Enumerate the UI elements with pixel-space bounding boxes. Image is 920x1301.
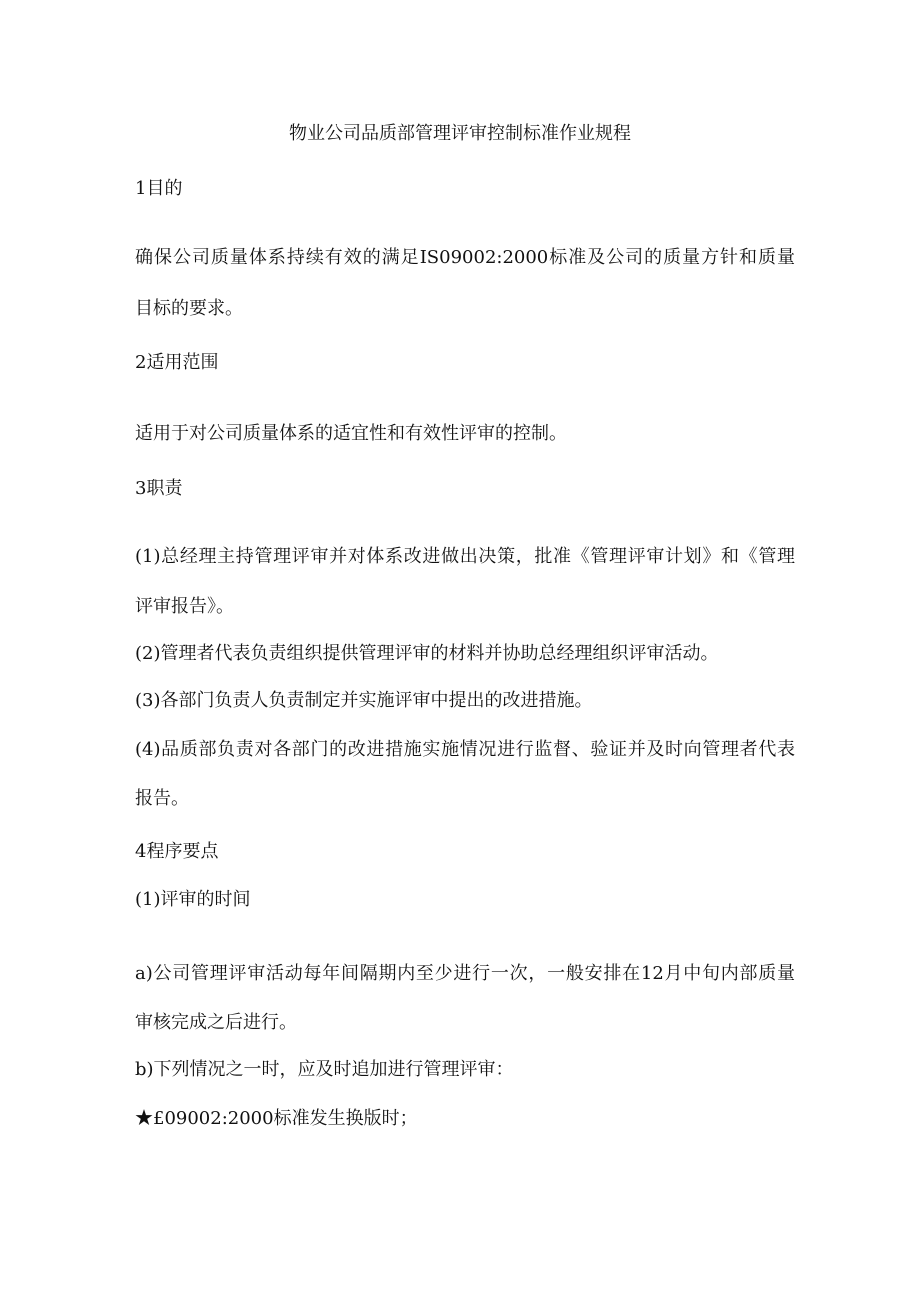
responsibility-item-2: (2)管理者代表负责组织提供管理评审的材料并协助总经理组织评审活动。 (135, 643, 719, 664)
section-1-paragraph-line-1: 确保公司质量体系持续有效的满足IS09002:2000标准及公司的质量方针和质量 (135, 247, 795, 268)
responsibility-item-1-line-1: (1)总经理主持管理评审并对体系改进做出决策，批准《管理评审计划》和《管理 (135, 546, 795, 567)
responsibility-item-4-line-2: 报告。 (135, 788, 189, 809)
review-timing-a-line-2: 审核完成之后进行。 (135, 1012, 297, 1033)
document-title: 物业公司品质部管理评审控制标准作业规程 (289, 123, 631, 144)
section-1-heading: 1目的 (135, 178, 183, 199)
review-timing-subheading: (1)评审的时间 (135, 889, 251, 910)
section-1-paragraph-line-2: 目标的要求。 (135, 298, 243, 319)
responsibility-item-4-line-1: (4)品质部负责对各部门的改进措施实施情况进行监督、验证并及时向管理者代表 (135, 739, 795, 760)
section-2-paragraph: 适用于对公司质量体系的适宜性和有效性评审的控制。 (135, 423, 567, 444)
bullet-item-1: ★£09002:2000标准发生换版时； (135, 1108, 418, 1129)
section-4-heading: 4程序要点 (135, 841, 219, 862)
review-timing-b: b)下列情况之一时，应及时追加进行管理评审： (135, 1059, 514, 1080)
review-timing-a-line-1: a)公司管理评审活动每年间隔期内至少进行一次，一般安排在12月中旬内部质量 (135, 963, 795, 984)
section-3-heading: 3职责 (135, 478, 183, 499)
responsibility-item-1-line-2: 评审报告》。 (135, 596, 234, 617)
responsibility-item-3: (3)各部门负责人负责制定并实施评审中提出的改进措施。 (135, 690, 593, 711)
section-2-heading: 2适用范围 (135, 352, 219, 373)
